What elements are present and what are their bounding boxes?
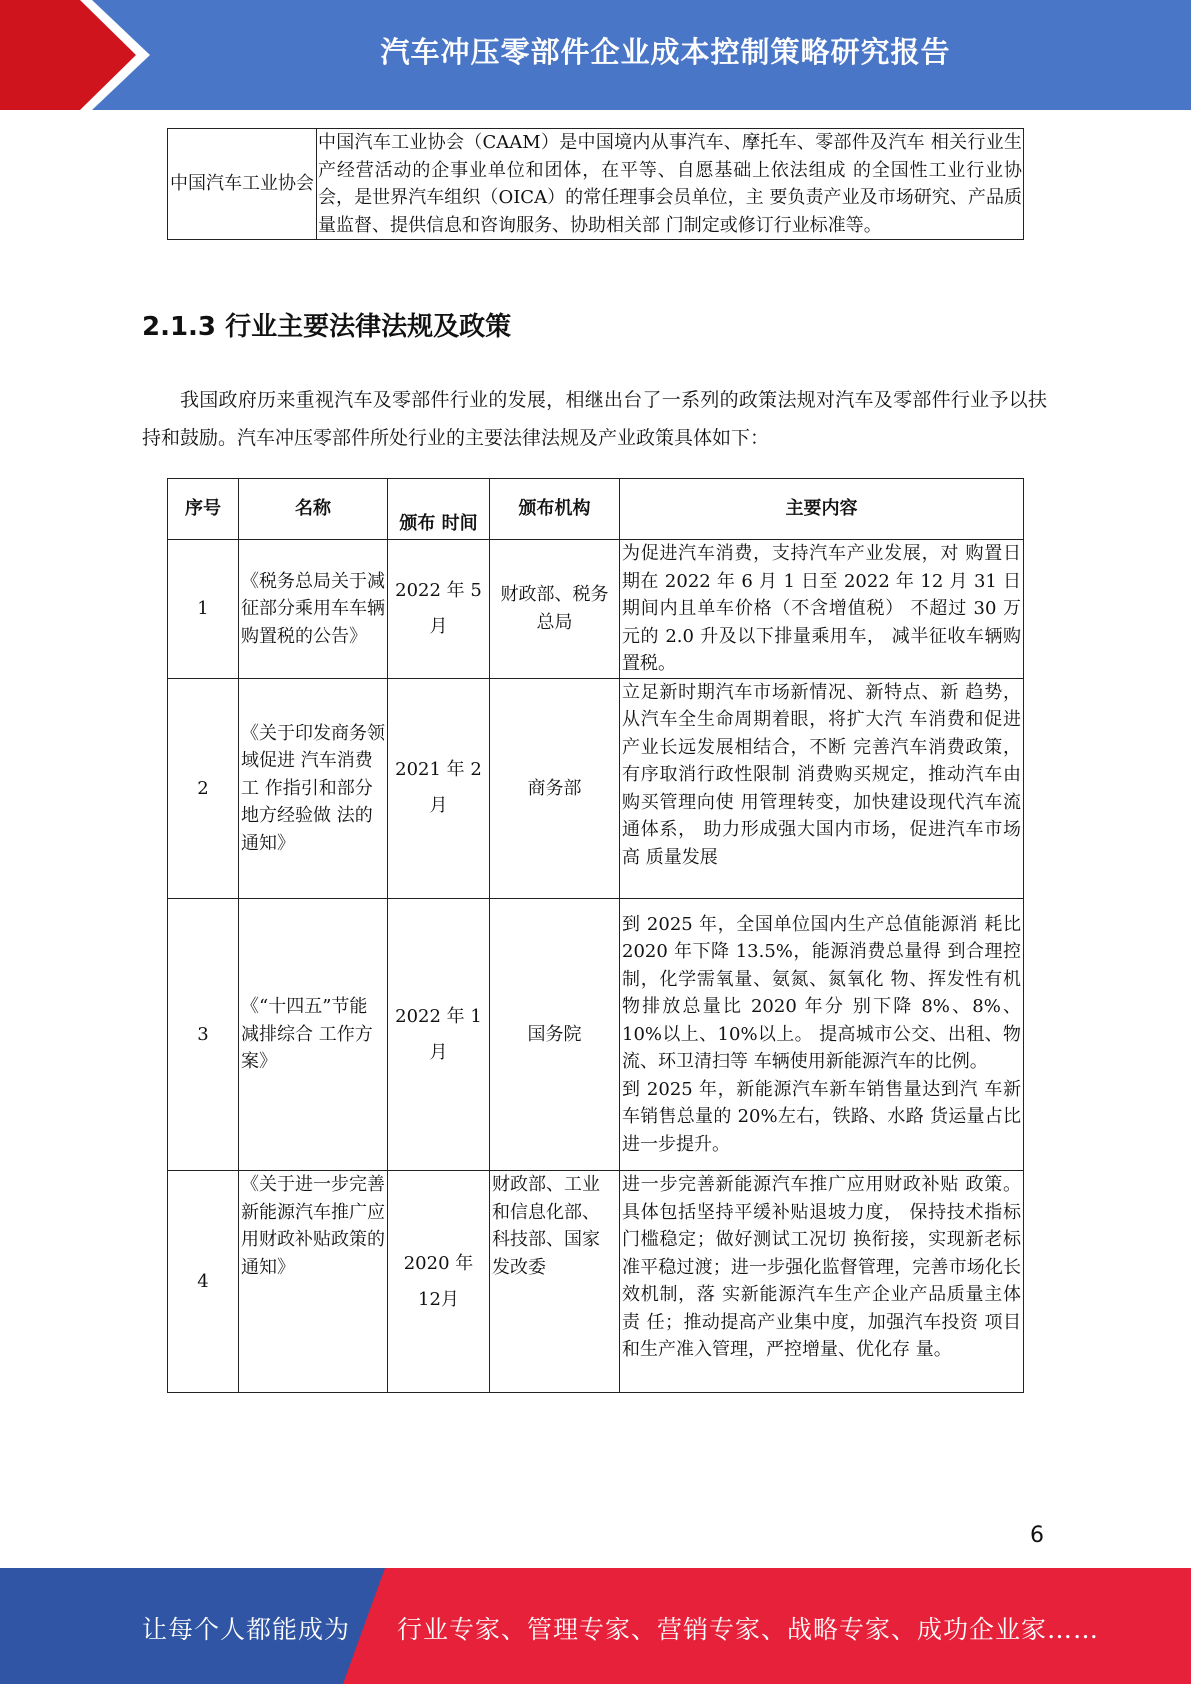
row-no: 2 (168, 678, 239, 899)
header-date: 颁布 时间 (388, 479, 490, 540)
row-content-part-1: 到 2025 年，全国单位国内生产总值能源消 耗比 2020 年下降 13.5%，能源消费总量得 到合理控制，化学需氧量、氨氮、氮氧化 物、挥发性有机物排放总量比 2020 年分 别下降 8%、8%、10%以上、10%以上。 提高城市公交、出租、物流、环卫清扫等 车辆使用新能源汽车的比例。 (622, 913, 1021, 1073)
page-header (0, 0, 1191, 110)
org-name: 中国汽车工业协会 (168, 129, 317, 240)
row-org: 财政部、工业和信息化部、科技部、国家发改委 (490, 1171, 620, 1393)
header-name: 名称 (239, 479, 388, 540)
row-content: 进一步完善新能源汽车推广应用财政补贴 政策。具体包括坚持平缓补贴退坡力度， 保持技术指标门槛稳定；做好测试工况切 换衔接，实现新老标准平稳过渡；进一步强化监督管理，完善市场化长效机制，落 实新能源汽车生产企业产品质量主体责 任；推动提高产业集中度，加强汽车投资 项目和生产准入管理，严控增量、优化存 量。 (620, 1171, 1024, 1393)
row-date: 2022 年 5月 (388, 540, 490, 679)
org-description: 中国汽车工业协会（CAAM）是中国境内从事汽车、摩托车、零部件及汽车 相关行业生产经营活动的企事业单位和团体，在平等、自愿基础上依法组成 的全国性工业行业协会，是世界汽车组织（OICA）的常任理事会员单位，主 要负责产业及市场研究、产品质量监督、提供信息和咨询服务、协助相关部 门制定或修订行业标准等。 (317, 129, 1024, 240)
row-no: 4 (168, 1171, 239, 1393)
row-content: 立足新时期汽车市场新情况、新特点、新 趋势，从汽车全生命周期着眼，将扩大汽 车消费和促进产业长远发展相结合，不断 完善汽车消费政策，有序取消行政性限制 消费购买规定，推动汽车由购买管理向使 用管理转变，加快建设现代汽车流通体系， 助力形成强大国内市场，促进汽车市场高 质量发展 (620, 678, 1024, 899)
row-no: 1 (168, 540, 239, 679)
row-content-part-2: 到 2025 年，新能源汽车新车销售量达到汽 车新车销售总量的 20%左右，铁路、水路 货运量占比进一步提升。 (622, 1078, 1021, 1155)
table-row (168, 1171, 1024, 1393)
table-header-row (168, 479, 1024, 540)
footer-slogan-left: 让每个人都能成为 (142, 1615, 351, 1644)
page-footer (0, 1568, 1191, 1684)
section-heading: 2.1.3 行业主要法律法规及政策 (142, 312, 512, 342)
report-title: 汽车冲压零部件企业成本控制策略研究报告 (380, 35, 951, 69)
header-content: 主要内容 (620, 479, 1024, 540)
footer-slogan-right: 行业专家、管理专家、营销专家、战略专家、成功企业家…… (397, 1615, 1100, 1644)
row-date: 2022 年 1月 (388, 899, 490, 1171)
row-content: 为促进汽车消费，支持汽车产业发展，对 购置日期在 2022 年 6 月 1 日至 2022 年 12 月 31 日期间内且单车价格（不含增值税） 不超过 30 万元的 2.0 升及以下排量乘用车， 减半征收车辆购置税。 (620, 540, 1024, 679)
page-number: 6 (1030, 1523, 1044, 1548)
header-org: 颁布机构 (490, 479, 620, 540)
row-no: 3 (168, 899, 239, 1171)
table-row (168, 540, 1024, 679)
row-org: 国务院 (490, 899, 620, 1171)
table-row (168, 899, 1024, 1171)
row-date: 2020 年 12月 (388, 1171, 490, 1393)
row-name: 《“十四五”节能减排综合 工作方案》 (239, 899, 388, 1171)
row-org: 财政部、税务总局 (490, 540, 620, 679)
header-no: 序号 (168, 479, 239, 540)
table-row (168, 678, 1024, 899)
row-name: 《税务总局关于减征部分乘用车车辆购置税的公告》 (239, 540, 388, 679)
section-paragraph: 我国政府历来重视汽车及零部件行业的发展，相继出台了一系列的政策法规对汽车及零部件行业予以扶持和鼓励。汽车冲压零部件所处行业的主要法律法规及产业政策具体如下： (142, 389, 1047, 449)
row-org: 商务部 (490, 678, 620, 899)
row-name: 《关于印发商务领域促进 汽车消费工 作指引和部分 地方经验做 法的通知》 (239, 678, 388, 899)
policy-table (167, 478, 1024, 1393)
row-name: 《关于进一步完善新能源汽车推广应用财政补贴政策的通知》 (239, 1171, 388, 1393)
table-row (168, 129, 1024, 240)
org-table (167, 128, 1024, 240)
row-date: 2021 年 2月 (388, 678, 490, 899)
row-content (620, 899, 1024, 1171)
